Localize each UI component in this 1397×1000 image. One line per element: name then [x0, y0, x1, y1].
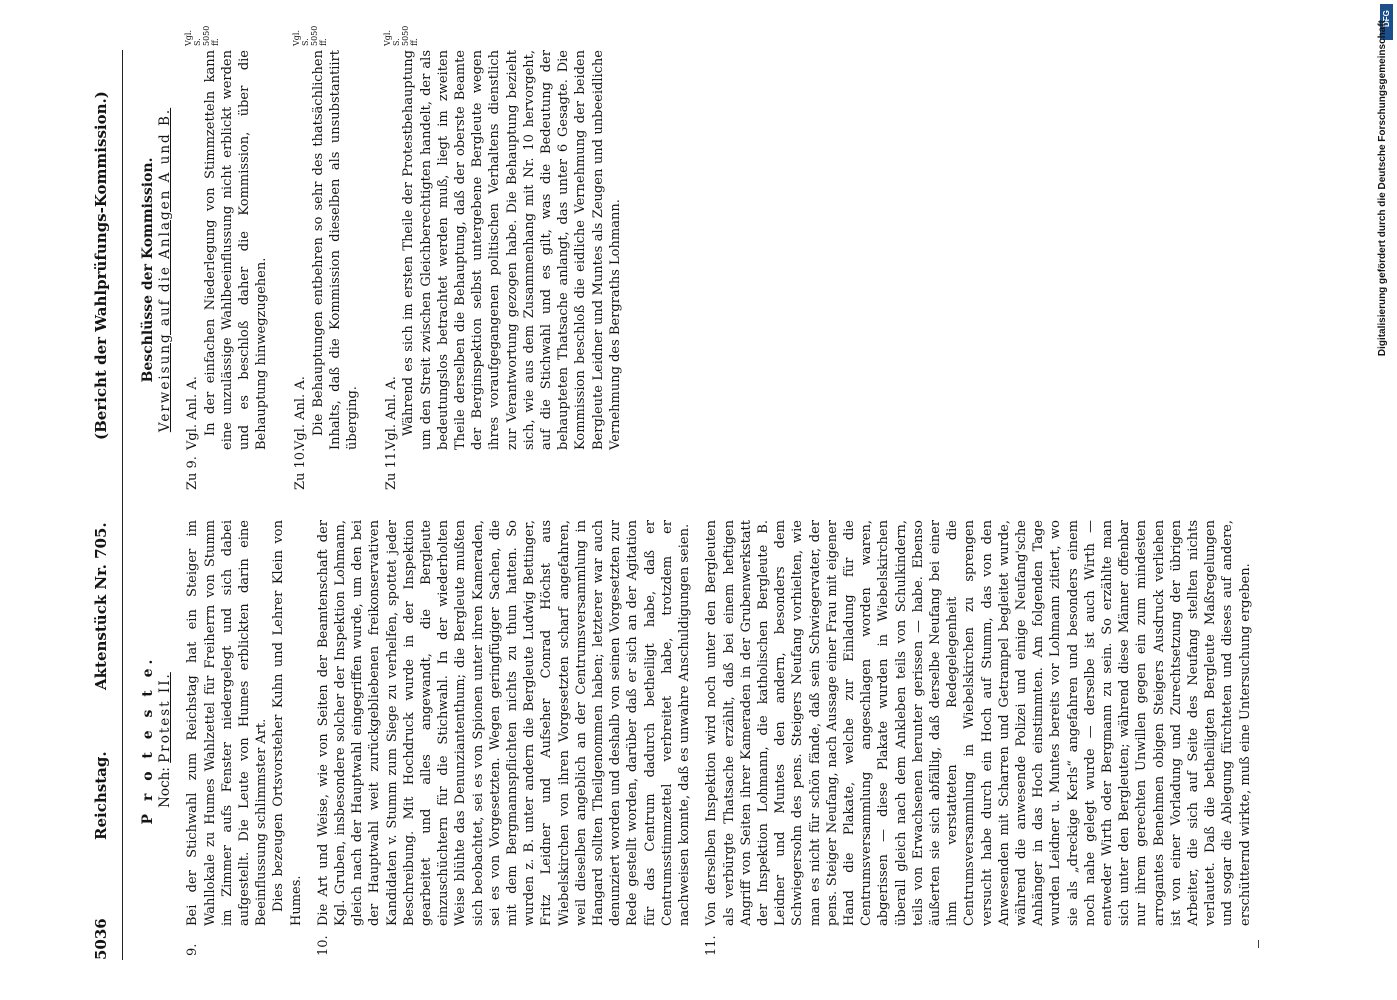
- right-item-paragraph: Vgl. Anl. A.: [293, 376, 309, 450]
- left-item-number: 9.: [185, 943, 201, 956]
- margin-reference: Vgl. S. 5050 ff.: [292, 25, 329, 46]
- subtitle-text: Protest II.: [157, 672, 174, 763]
- header-center: Aktenstück Nr. 705.: [92, 522, 110, 690]
- right-item-paragraph: Vgl. Anl. A.: [185, 376, 201, 450]
- right-section-title: Beschlüsse der Kommission.: [140, 157, 156, 383]
- dfg-logo: DFG: [1380, 4, 1393, 40]
- subtitle-prefix: Noch:: [157, 767, 174, 808]
- left-item: [315, 520, 693, 960]
- header-rule: [122, 50, 123, 960]
- dfg-credit-text: Digitalisierung gefördert durch die Deutsche Forschungsgemeinschaft: [1377, 20, 1388, 357]
- right-items: [184, 25, 624, 490]
- right-item-paragraph: In der einfachen Niederlegung von Stimmzetteln kann eine unzulässige Wahlbeeinflussung nicht erblickt werden und es beschloß daher die Kommission, über die Behauptung hinwegzugehen.: [202, 50, 270, 450]
- left-items: [184, 520, 1253, 960]
- header-right: (Bericht der Wahlprüfungs-Kommission.): [92, 91, 110, 440]
- left-item-paragraph: Die Art und Weise, wie von Seiten der Beamtenschaft der Kgl. Gruben, insbesondere solcher der Inspektion Lohmann, gleich nach der Hauptwahl eingegriffen wurde, um den bei der Hauptwahl weit zurückgebliebenen freikonservativen Kandidaten v. Stumm zum Siege zu verhelfen, spottet jeder Beschreibung. Mit Hochdruck wurde in der Inspektion gearbeitet und alles angewandt, die Bergleute einzuschüchtern für die Stichwahl. In der wiederholten Weise blühte das Denunziantenthum; die Bergleute mußten sich beobachtet, sei es von Spionen unter ihren Kameraden, sei es von Vorgesetzten. Wegen geringfügiger Sachen, die mit dem Bergmannspflichten nichts zu thun hatten. So wurden z. B. unter andern die Bergleute Ludwig Bettinger, Fritz Leidner und Aufseher Conrad Höchst aus Wiebelskirchen von ihren Vorgesetzten scharf angefahren, weil dieselben angeblich an der Centrumsversammlung in Hangard sollten Theilgenommen haben; letzterer war auch denunziert worden und deshalb von seinen Vorgesetzten zur Rede gestellt worden, darüber daß er sich an der Agitation für das Centrum dadurch betheiligt habe, daß er Centrumsstimmzettel verbreitet habe, trotzdem er nachweisen konnte, daß es unwahre Anschuldigungen seien.: [315, 520, 693, 926]
- left-column: [140, 520, 1264, 960]
- margin-reference: Vgl. S. 5050 ff.: [383, 25, 420, 46]
- left-item-number: 11.: [704, 935, 720, 956]
- right-section-subtitle: [157, 50, 174, 490]
- margin-reference: Vgl. S. 5050 ff.: [184, 25, 221, 46]
- right-item-paragraph: Die Behauptungen entbehren so sehr des thatsächlichen Inhalts, daß die Kommission dieselben als unsubstantiirt überging.: [310, 50, 361, 450]
- right-item-number: Zu 11.: [384, 447, 400, 490]
- right-item: [292, 25, 361, 490]
- left-item-paragraph: Von derselben Inspektion wird noch unter den Bergleuten als verbürgte Thatsache erzählt, daß bei einem heftigen Angriff von Seiten ihrer Kameraden in der Grubenwerkstatt der Inspektion Lohmann, die katholischen Bergleute B. Leidner und Muntes den andern, besonders dem Schwiegersohn des pens. Steigers Neufang vorhielten, wie man es nicht für schön fände, daß sein Schwiegervater, der pens. Steiger Neufang, nach Aussage einer Frau mit eigener Hand die Plakate, welche zur Einladung für die Centrumsversammlung angeschlagen worden waren, abgerissen — diese Plakate wurden in Wiebelskirchen überall gleich nach dem Ankleben teils von Schulkindern, teils von Erwachsenen herunter gerissen — habe. Ebenso äußerten sie sich abfällig, daß derselbe Neufang bei einer ihm verstatteten Redegelegenheit die Centrumsversammlung in Wiebelskirchen zu sprengen versucht habe durch ein Hoch auf Stumm, das von den Anwesenden mit Scharren und Getrampel begleitet wurde, während die anwesende Polizei und einige Neufang'sche Anhänger in das Hoch einstimmten. Am folgenden Tage wurden Leidner u. Muntes bereits vor Lohmann zitiert, wo sie als „dreckige Kerls“ angefahren und besonders einem noch nahe gelegt wurde — derselbe ist auch Wirth — entweder Wirth oder Bergmann zu sein. So erzählte man sich unter den Bergleuten; während diese Männer offenbar nur ihrem gerechten Unwillen gegen ein zum mindesten arrogantes Benehmen obigen Steigers Ausdruck verliehen ist von einer Vorladung und Zurechtsetzung der übrigen Arbeiter, die sich auf Seite des Neufang stellten nichts verlautet. Daß die betheiligten Bergleute Maßregelungen und sogar die Ablegung fürchteten und dieses auf andere, erschütternd wirkte, muß eine Untersuchung ergeben.: [704, 520, 1253, 926]
- header-left: Reichstag.: [92, 751, 110, 840]
- left-item-paragraph: Bei der Stichwahl zum Reichstag hat ein Steiger im Wahllokale zu Humes Wahlzettel für Freiherrn von Stumm im Zimmer aufs Fenster niedergelegt und sich dabei aufgestellt. Die Leute von Humes erblickten darin eine Beeinflussung schlimmster Art.: [185, 520, 270, 926]
- right-item: [383, 25, 624, 490]
- left-item: [703, 520, 1254, 960]
- right-item-paragraph: Vgl. Anl. A.: [384, 376, 400, 450]
- right-subtitle-text: Verweisung auf die Anlagen A und B.: [157, 107, 174, 433]
- left-item-paragraph: Dies bezeugen Ortsvorsteher Kuhn und Lehrer Klein von Humes.: [271, 520, 304, 926]
- dfg-credit: [1377, 20, 1391, 710]
- page-number: 5036: [92, 918, 110, 960]
- page-content: [90, 25, 1290, 960]
- running-header: [90, 50, 120, 960]
- left-section-title: P r o t e s t e.: [140, 655, 156, 825]
- right-item: [184, 25, 270, 490]
- left-section-subtitle: [157, 520, 174, 960]
- right-item-number: Zu 10.: [293, 447, 309, 490]
- right-item-number: Zu 9.: [185, 456, 201, 490]
- right-item-paragraph: Während es sich im ersten Theile der Protestbehauptung um den Streit zwischen Gleichberechtigten handelt, der als bedeutungslos betrachtet werden muß, liegt im zweiten Theile derselben die Behauptung, daß der oberste Beamte der Berginspektion selbst untergebene Bergleute wegen ihres voraufgegangenen politischen Verhaltens dienstlich zur Verantwortung gezogen habe. Die Behauptung bezieht sich, wie aus dem Zusammenhang mit Nr. 10 hervorgeht, auf die Stichwahl und es gilt, was die Bedeutung der behaupteten Thatsache anlangt, das unter 6 Gesagte. Die Kommission beschloß die eidliche Vernehmung der beiden Bergleute Leidner und Muntes als Zeugen und unbeeidliche Vernehmung des Bergraths Lohmann.: [401, 50, 623, 450]
- margin-mark: [1258, 940, 1259, 948]
- left-item-number: 10.: [315, 935, 331, 956]
- left-item: [184, 520, 304, 960]
- right-column: [140, 25, 646, 490]
